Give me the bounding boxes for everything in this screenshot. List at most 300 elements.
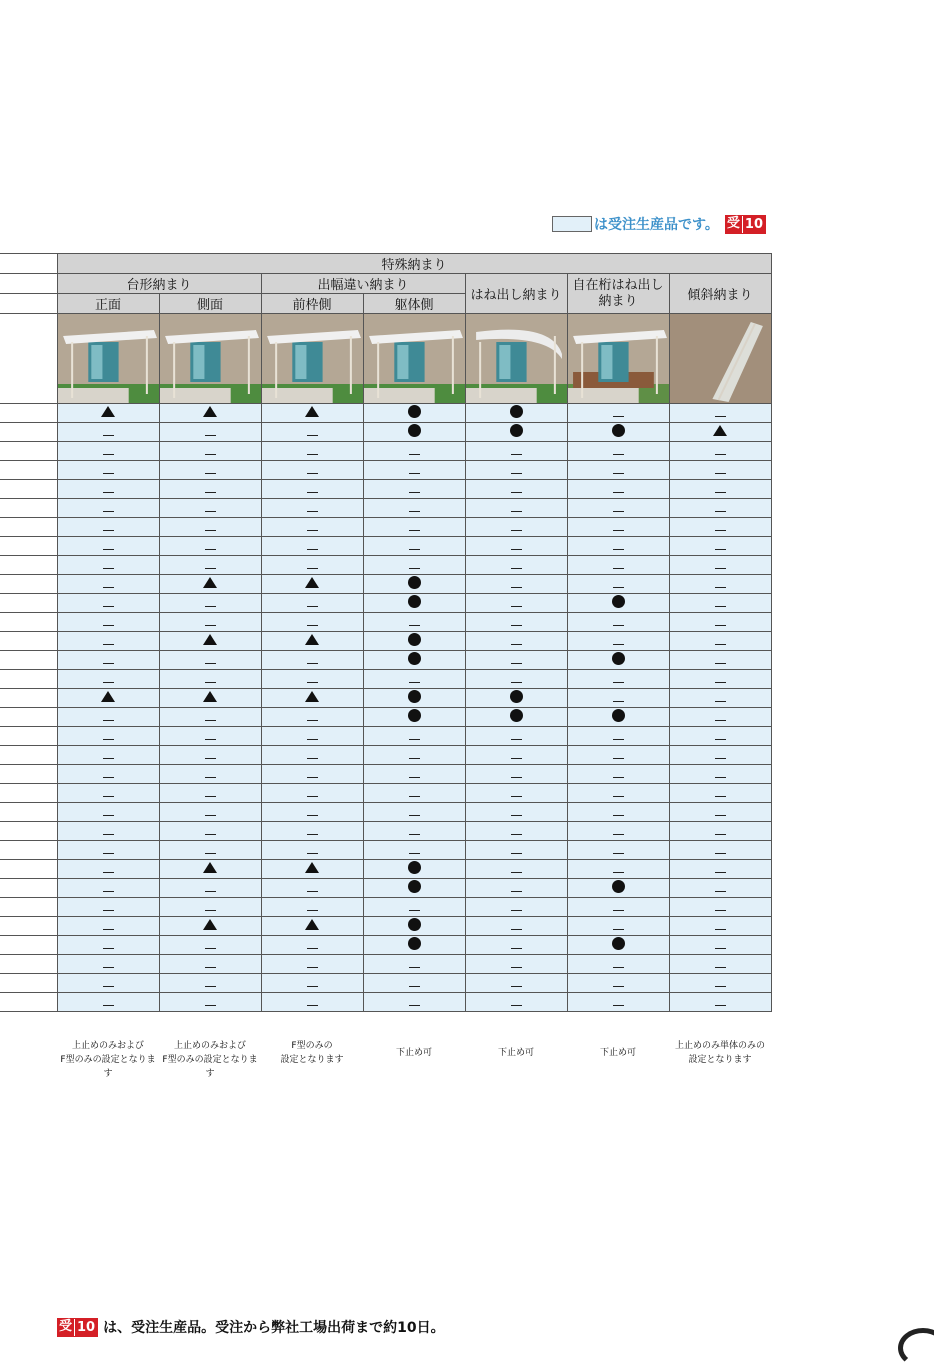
triangle-mark-icon	[305, 919, 319, 930]
cell-mark	[363, 841, 465, 860]
cell-mark	[159, 594, 261, 613]
dash-mark-icon	[103, 1005, 114, 1007]
dash-mark-icon	[511, 777, 522, 779]
dash-mark-icon	[715, 796, 726, 798]
table-row	[0, 632, 771, 651]
cell-mark	[363, 993, 465, 1012]
cell-mark	[669, 879, 771, 898]
table-row	[0, 670, 771, 689]
dash-mark-icon	[205, 834, 216, 836]
table-row	[0, 727, 771, 746]
cell-mark	[57, 670, 159, 689]
cell-mark	[159, 670, 261, 689]
table-row	[0, 974, 771, 993]
triangle-mark-icon	[305, 691, 319, 702]
table-row	[0, 936, 771, 955]
table-row	[0, 499, 771, 518]
made-to-order-badge: 受 10	[725, 215, 766, 234]
cell-mark	[669, 423, 771, 442]
cell-mark	[159, 746, 261, 765]
cell-mark	[261, 423, 363, 442]
dash-mark-icon	[103, 986, 114, 988]
dash-mark-icon	[103, 530, 114, 532]
cell-mark	[465, 518, 567, 537]
dash-mark-icon	[511, 967, 522, 969]
dash-mark-icon	[409, 568, 420, 570]
cell-mark	[261, 632, 363, 651]
cell-mark	[669, 708, 771, 727]
table-row	[0, 917, 771, 936]
col-header-sokumen: 側面	[159, 294, 261, 314]
table-row	[0, 613, 771, 632]
dash-mark-icon	[613, 473, 624, 475]
cell-mark	[669, 993, 771, 1012]
cell-mark	[567, 879, 669, 898]
cell-mark	[363, 442, 465, 461]
dash-mark-icon	[613, 739, 624, 741]
dash-mark-icon	[613, 872, 624, 874]
cell-mark	[465, 442, 567, 461]
dash-mark-icon	[613, 644, 624, 646]
table-row	[0, 955, 771, 974]
cell-mark	[57, 708, 159, 727]
table-row	[0, 708, 771, 727]
dash-mark-icon	[613, 777, 624, 779]
dash-mark-icon	[715, 530, 726, 532]
triangle-mark-icon	[713, 425, 727, 436]
dash-mark-icon	[715, 834, 726, 836]
dash-mark-icon	[715, 853, 726, 855]
dash-mark-icon	[307, 853, 318, 855]
circle-mark-icon	[408, 690, 421, 703]
table-row	[0, 651, 771, 670]
dash-mark-icon	[307, 511, 318, 513]
cell-mark	[567, 803, 669, 822]
cell-mark	[261, 841, 363, 860]
circle-mark-icon	[612, 880, 625, 893]
table-row	[0, 404, 771, 423]
cell-mark	[363, 803, 465, 822]
cell-mark	[669, 499, 771, 518]
dash-mark-icon	[307, 891, 318, 893]
dash-mark-icon	[205, 796, 216, 798]
dash-mark-icon	[715, 1005, 726, 1007]
cell-mark	[669, 613, 771, 632]
dash-mark-icon	[715, 986, 726, 988]
dash-mark-icon	[511, 530, 522, 532]
cell-mark	[465, 537, 567, 556]
table-row	[0, 879, 771, 898]
cell-mark	[567, 955, 669, 974]
cell-mark	[363, 746, 465, 765]
footer-note	[57, 1317, 445, 1337]
cell-mark	[57, 480, 159, 499]
cell-mark	[669, 746, 771, 765]
cell-mark	[465, 784, 567, 803]
cell-mark	[363, 670, 465, 689]
cell-mark	[669, 518, 771, 537]
photo-7	[669, 314, 771, 404]
dash-mark-icon	[205, 568, 216, 570]
legend-swatch	[552, 216, 592, 232]
cell-mark	[261, 404, 363, 423]
cell-mark	[669, 803, 771, 822]
cell-mark	[159, 974, 261, 993]
dash-mark-icon	[103, 853, 114, 855]
dash-mark-icon	[409, 454, 420, 456]
cell-mark	[465, 974, 567, 993]
cell-mark	[567, 860, 669, 879]
cell-mark	[159, 860, 261, 879]
cell-mark	[465, 746, 567, 765]
cell-mark	[669, 841, 771, 860]
cell-mark	[261, 784, 363, 803]
dash-mark-icon	[715, 644, 726, 646]
cell-mark	[57, 594, 159, 613]
cell-mark	[363, 556, 465, 575]
cell-mark	[57, 765, 159, 784]
cell-mark	[159, 803, 261, 822]
cell-mark	[669, 822, 771, 841]
dash-mark-icon	[307, 758, 318, 760]
dash-mark-icon	[205, 492, 216, 494]
circle-mark-icon	[408, 918, 421, 931]
cell-mark	[669, 860, 771, 879]
table-row	[0, 803, 771, 822]
cell-mark	[465, 480, 567, 499]
cell-mark	[261, 936, 363, 955]
dash-mark-icon	[409, 815, 420, 817]
note-7: 上止めのみ単体のみの 設定となります	[674, 1041, 765, 1065]
cell-mark	[567, 746, 669, 765]
dash-mark-icon	[409, 777, 420, 779]
dash-mark-icon	[715, 511, 726, 513]
circle-mark-icon	[408, 937, 421, 950]
cell-mark	[669, 955, 771, 974]
cell-mark	[261, 917, 363, 936]
dash-mark-icon	[511, 568, 522, 570]
dash-mark-icon	[511, 511, 522, 513]
dash-mark-icon	[205, 967, 216, 969]
cell-mark	[363, 765, 465, 784]
cell-mark	[261, 898, 363, 917]
cell-mark	[567, 841, 669, 860]
table-row	[0, 518, 771, 537]
circle-mark-icon	[612, 595, 625, 608]
cell-mark	[57, 499, 159, 518]
dash-mark-icon	[307, 682, 318, 684]
cell-mark	[567, 404, 669, 423]
dash-mark-icon	[511, 834, 522, 836]
dash-mark-icon	[205, 986, 216, 988]
dash-mark-icon	[307, 967, 318, 969]
group-header: 特殊納まり	[57, 254, 771, 274]
cell-mark	[567, 898, 669, 917]
dash-mark-icon	[613, 853, 624, 855]
triangle-mark-icon	[101, 406, 115, 417]
cell-mark	[363, 936, 465, 955]
cell-mark	[567, 518, 669, 537]
dash-mark-icon	[715, 929, 726, 931]
dash-mark-icon	[613, 929, 624, 931]
photo-6	[567, 314, 669, 404]
dash-mark-icon	[307, 910, 318, 912]
cell-mark	[567, 993, 669, 1012]
cell-mark	[261, 480, 363, 499]
cell-mark	[261, 670, 363, 689]
dash-mark-icon	[103, 796, 114, 798]
cell-mark	[159, 822, 261, 841]
cell-mark	[261, 651, 363, 670]
circle-mark-icon	[612, 709, 625, 722]
cell-mark	[159, 480, 261, 499]
cell-mark	[465, 556, 567, 575]
cell-mark	[465, 708, 567, 727]
cell-mark	[261, 575, 363, 594]
dash-mark-icon	[307, 606, 318, 608]
dash-mark-icon	[103, 625, 114, 627]
legend	[552, 214, 766, 234]
dash-mark-icon	[205, 1005, 216, 1007]
dash-mark-icon	[613, 454, 624, 456]
dash-mark-icon	[715, 701, 726, 703]
cell-mark	[567, 499, 669, 518]
dash-mark-icon	[103, 492, 114, 494]
cell-mark	[159, 708, 261, 727]
dash-mark-icon	[613, 834, 624, 836]
table-row	[0, 442, 771, 461]
cell-mark	[567, 917, 669, 936]
dash-mark-icon	[103, 834, 114, 836]
cell-mark	[57, 575, 159, 594]
cell-mark	[567, 974, 669, 993]
dash-mark-icon	[307, 1005, 318, 1007]
dash-mark-icon	[409, 530, 420, 532]
cell-mark	[363, 974, 465, 993]
cell-mark	[159, 499, 261, 518]
cell-mark	[363, 651, 465, 670]
cell-mark	[159, 404, 261, 423]
cell-mark	[57, 423, 159, 442]
cell-mark	[669, 575, 771, 594]
dash-mark-icon	[511, 606, 522, 608]
dash-mark-icon	[715, 568, 726, 570]
cell-mark	[57, 879, 159, 898]
circle-mark-icon	[408, 405, 421, 418]
dash-mark-icon	[511, 473, 522, 475]
cell-mark	[159, 936, 261, 955]
cell-mark	[261, 822, 363, 841]
note-6: 下止め可	[599, 1048, 636, 1058]
cell-mark	[159, 518, 261, 537]
table-row	[0, 575, 771, 594]
cell-mark	[159, 689, 261, 708]
dash-mark-icon	[307, 986, 318, 988]
cell-mark	[669, 632, 771, 651]
cell-mark	[261, 955, 363, 974]
table-row	[0, 898, 771, 917]
circle-mark-icon	[510, 709, 523, 722]
table-row	[0, 860, 771, 879]
legend-text: は受注生産品です。	[594, 217, 719, 233]
dash-mark-icon	[613, 568, 624, 570]
dash-mark-icon	[613, 492, 624, 494]
cell-mark	[669, 651, 771, 670]
dash-mark-icon	[205, 758, 216, 760]
dash-mark-icon	[511, 644, 522, 646]
cell-mark	[567, 594, 669, 613]
footer-text: は、受注生産品。受注から弊社工場出荷まで約10日。	[103, 1320, 445, 1336]
cell-mark	[567, 727, 669, 746]
cell-mark	[261, 442, 363, 461]
dash-mark-icon	[613, 815, 624, 817]
col-header-jizai: 自在桁はね出し納まり	[567, 274, 669, 314]
dash-mark-icon	[715, 967, 726, 969]
table-row	[0, 765, 771, 784]
dash-mark-icon	[715, 454, 726, 456]
triangle-mark-icon	[203, 634, 217, 645]
cell-mark	[159, 727, 261, 746]
note-3: F型のみの 設定となります	[280, 1041, 344, 1065]
cell-mark	[567, 670, 669, 689]
cell-mark	[465, 879, 567, 898]
circle-mark-icon	[408, 633, 421, 646]
dash-mark-icon	[511, 739, 522, 741]
cell-mark	[465, 594, 567, 613]
cell-mark	[57, 955, 159, 974]
dash-mark-icon	[715, 606, 726, 608]
dash-mark-icon	[103, 587, 114, 589]
triangle-mark-icon	[305, 634, 319, 645]
dash-mark-icon	[307, 815, 318, 817]
cell-mark	[363, 518, 465, 537]
table-row	[0, 461, 771, 480]
dash-mark-icon	[613, 416, 624, 418]
circle-mark-icon	[408, 652, 421, 665]
cell-mark	[465, 632, 567, 651]
dash-mark-icon	[103, 815, 114, 817]
dash-mark-icon	[715, 910, 726, 912]
cell-mark	[669, 917, 771, 936]
dash-mark-icon	[511, 815, 522, 817]
cell-mark	[465, 670, 567, 689]
cell-mark	[363, 499, 465, 518]
dash-mark-icon	[103, 739, 114, 741]
cell-mark	[567, 461, 669, 480]
cell-mark	[669, 898, 771, 917]
cell-mark	[261, 803, 363, 822]
cell-mark	[465, 917, 567, 936]
dash-mark-icon	[409, 492, 420, 494]
circle-mark-icon	[510, 405, 523, 418]
dash-mark-icon	[103, 473, 114, 475]
dash-mark-icon	[205, 682, 216, 684]
cell-mark	[465, 575, 567, 594]
cell-mark	[261, 499, 363, 518]
spec-table	[0, 253, 772, 1012]
photo-5	[465, 314, 567, 404]
dash-mark-icon	[613, 910, 624, 912]
cell-mark	[261, 594, 363, 613]
cell-mark	[363, 898, 465, 917]
cell-mark	[363, 860, 465, 879]
dash-mark-icon	[409, 625, 420, 627]
cell-mark	[465, 727, 567, 746]
cell-mark	[261, 461, 363, 480]
triangle-mark-icon	[305, 577, 319, 588]
cell-mark	[57, 632, 159, 651]
note-1: 上止めのみおよび F型のみの設定となります	[60, 1041, 156, 1079]
cell-mark	[159, 461, 261, 480]
dash-mark-icon	[103, 967, 114, 969]
cell-mark	[261, 537, 363, 556]
dash-mark-icon	[307, 549, 318, 551]
photo-2	[159, 314, 261, 404]
dash-mark-icon	[307, 663, 318, 665]
circle-mark-icon	[612, 937, 625, 950]
dash-mark-icon	[511, 929, 522, 931]
dash-mark-icon	[511, 587, 522, 589]
dash-mark-icon	[103, 758, 114, 760]
dash-mark-icon	[103, 891, 114, 893]
dash-mark-icon	[613, 701, 624, 703]
circle-mark-icon	[612, 652, 625, 665]
cell-mark	[567, 480, 669, 499]
dash-mark-icon	[613, 625, 624, 627]
dash-mark-icon	[715, 682, 726, 684]
cell-mark	[159, 898, 261, 917]
dash-mark-icon	[307, 492, 318, 494]
cell-mark	[57, 860, 159, 879]
cell-mark	[363, 423, 465, 442]
circle-mark-icon	[408, 880, 421, 893]
cell-mark	[261, 765, 363, 784]
cell-mark	[465, 404, 567, 423]
dash-mark-icon	[409, 758, 420, 760]
cell-mark	[465, 765, 567, 784]
triangle-mark-icon	[203, 691, 217, 702]
cell-mark	[57, 518, 159, 537]
cell-mark	[57, 917, 159, 936]
cell-mark	[363, 879, 465, 898]
cell-mark	[567, 765, 669, 784]
dash-mark-icon	[715, 549, 726, 551]
dash-mark-icon	[613, 796, 624, 798]
cell-mark	[363, 727, 465, 746]
cell-mark	[261, 879, 363, 898]
cell-mark	[363, 689, 465, 708]
cell-mark	[261, 556, 363, 575]
cell-mark	[567, 651, 669, 670]
cell-mark	[567, 537, 669, 556]
circle-mark-icon	[510, 424, 523, 437]
dash-mark-icon	[511, 853, 522, 855]
dash-mark-icon	[613, 511, 624, 513]
cell-mark	[159, 632, 261, 651]
photo-3	[261, 314, 363, 404]
cell-mark	[57, 613, 159, 632]
dash-mark-icon	[103, 606, 114, 608]
dash-mark-icon	[307, 777, 318, 779]
table-row	[0, 689, 771, 708]
dash-mark-icon	[613, 587, 624, 589]
dash-mark-icon	[715, 739, 726, 741]
cell-mark	[261, 518, 363, 537]
dash-mark-icon	[613, 967, 624, 969]
col-header-maewaku: 前枠側	[261, 294, 363, 314]
note-2: 上止めのみおよび F型のみの設定となります	[162, 1041, 258, 1079]
circle-mark-icon	[408, 424, 421, 437]
